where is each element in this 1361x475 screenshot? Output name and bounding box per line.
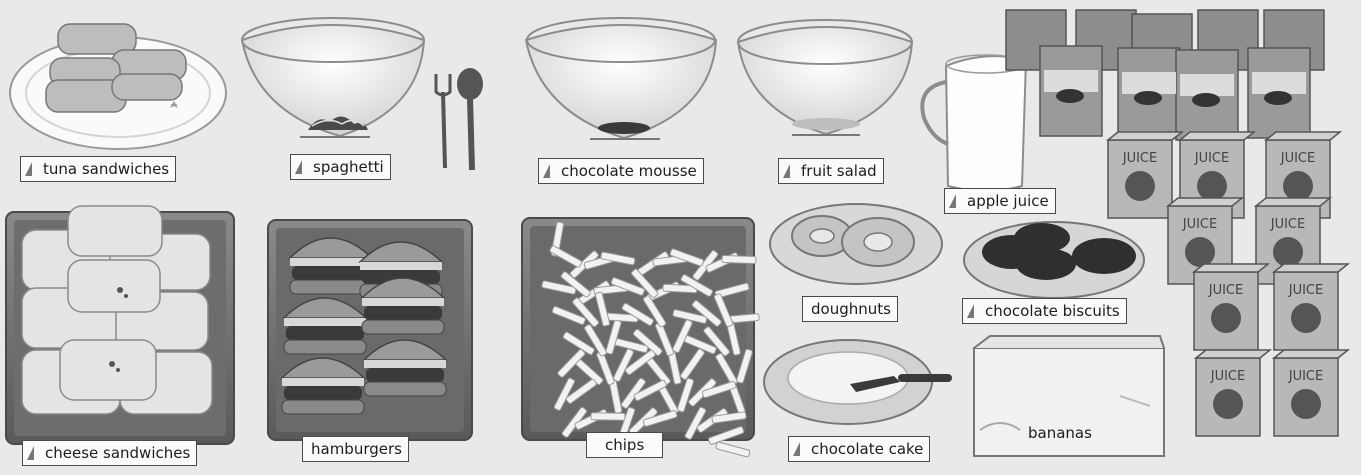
fruit-salad-bowl: [738, 20, 912, 135]
label-marker-icon: [25, 162, 32, 176]
label-marker-icon: [783, 164, 790, 178]
fork-and-spoon: [436, 68, 483, 170]
label-chocolate-biscuits: [962, 298, 1127, 324]
juice-box-text: JUICE: [1182, 217, 1218, 232]
label-chocolate-cake: [788, 436, 930, 462]
label-doughnuts: [802, 296, 898, 322]
label-marker-icon: [793, 442, 800, 456]
juice-box-text: JUICE: [1270, 217, 1306, 232]
label-spaghetti: [290, 154, 391, 180]
label-text: doughnuts: [811, 300, 891, 318]
juice-box: [1274, 264, 1348, 350]
chips-tray: [522, 218, 759, 441]
milk-cartons: [1006, 10, 1324, 140]
juice-box-text: JUICE: [1280, 151, 1316, 166]
juice-box-text: JUICE: [1194, 151, 1230, 166]
label-text: chips: [605, 436, 645, 454]
label-text: hamburgers: [311, 440, 402, 458]
juice-box-text: JUICE: [1288, 283, 1324, 298]
hamburgers-tray: [268, 220, 472, 440]
label-fruit-salad: [778, 158, 884, 184]
label-text: cheese sandwiches: [45, 444, 191, 462]
cheese-sandwiches-tray: [6, 206, 234, 444]
chocolate-biscuits-plate: [964, 222, 1144, 298]
label-apple-juice: [944, 188, 1056, 214]
label-text: chocolate cake: [811, 440, 924, 458]
juice-box: [1196, 350, 1270, 436]
label-marker-icon: [949, 194, 956, 208]
label-marker-icon: [27, 446, 34, 460]
label-hamburgers: [302, 436, 409, 462]
chocolate-cake-plate: [764, 340, 952, 424]
chocolate-mousse-bowl: [526, 18, 716, 139]
label-chocolate-mousse: [538, 158, 704, 184]
label-text: spaghetti: [313, 158, 384, 176]
label-text: chocolate biscuits: [985, 302, 1120, 320]
label-marker-icon: [295, 160, 302, 174]
tuna-sandwiches-plate: [10, 24, 226, 149]
spaghetti-bowl: [242, 18, 424, 137]
apple-juice-jug: [922, 55, 1026, 191]
label-chips: [586, 432, 663, 458]
label-bananas: [1028, 424, 1092, 442]
label-text: apple juice: [967, 192, 1049, 210]
juice-box-text: JUICE: [1288, 369, 1324, 384]
label-cheese-sandwiches: [22, 440, 197, 466]
doughnuts-plate: [770, 204, 942, 284]
label-text: tuna sandwiches: [43, 160, 170, 178]
juice-box-text: JUICE: [1210, 369, 1246, 384]
juice-box: [1274, 350, 1348, 436]
label-text: chocolate mousse: [561, 162, 697, 180]
label-marker-icon: [967, 304, 974, 318]
label-text: bananas: [1028, 424, 1092, 442]
label-text: fruit salad: [801, 162, 877, 180]
label-marker-icon: [543, 164, 550, 178]
juice-box-text: JUICE: [1122, 151, 1158, 166]
juice-box: [1194, 264, 1268, 350]
juice-box-text: JUICE: [1208, 283, 1244, 298]
label-tuna-sandwiches: [20, 156, 176, 182]
